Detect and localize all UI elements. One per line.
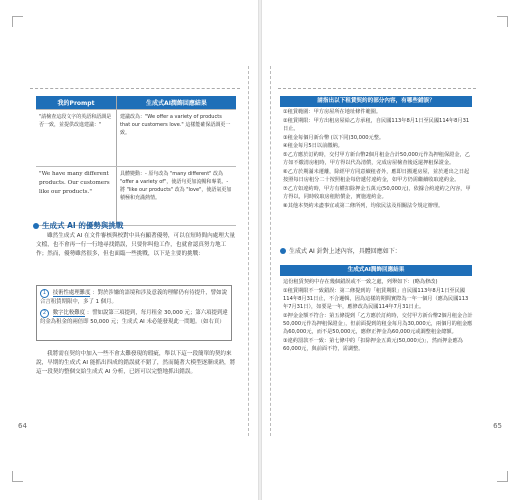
crop-mark xyxy=(497,16,508,27)
result-item: 這份租賃契約中存在幾個錯誤或不一致之處，列舉如下：(略為修改) xyxy=(283,279,438,285)
table-header-prompt: 我的Prompt xyxy=(36,96,117,110)
challenge-text: ：譬如說第三項提到，每月租金 30,000 元；第六項提到違約金為租金的兩倍即 50,000 元；生成式 AI 未必能發現此一問題。（如右頁） xyxy=(40,310,228,325)
section-heading xyxy=(280,246,401,255)
page-number: 64 xyxy=(18,422,27,430)
table-cell-prompt: "We have many different products. Our customers like our products." xyxy=(36,167,117,226)
section-heading-text: 生成式 AI 的優勢與挑戰 xyxy=(42,221,124,230)
number-badge: 2 xyxy=(40,309,49,318)
challenge-title: 數字比較難度 xyxy=(52,310,86,316)
table-cell-response: 建議改為："We offer a variety of products that our customers love." 這樣能確保語調更一致。 xyxy=(117,110,237,167)
paragraph: 我將需在契約中加入一些不會太難發現的瑕疵，舉以下這一段簡單的契約來說，早期的生成式 AI 能抓出四成的錯誤就不錯了，然而隨著大模型逐漸成熟，將這一段契約整個交給生成式 AI 分析，已經可以完整地抓出錯誤。 xyxy=(36,351,236,375)
prompt-table xyxy=(36,96,236,226)
challenge-title: 技術性處理難度 xyxy=(52,290,91,296)
top-rule xyxy=(278,88,476,89)
crop-mark xyxy=(12,471,23,482)
section-heading xyxy=(33,220,123,231)
ai-results xyxy=(283,278,473,354)
table-cell-response: 具體變動：- 原句改為 "many different" 改為 "offer a variety of"，使語句更加流暢和專業。- 將 "like our products" 改為 "love"，使語氣更加積極和充滿熱情。 xyxy=(117,167,237,226)
challenge-item xyxy=(40,289,228,307)
paragraph: 雖然生成式 AI 在文件審核與校對中具有顯著優勢，可以在短時間內處理大量文檔，也不會再一行一行地尋找錯誤，只要你叫他工作，也就會認真努力地工作；然而，優勢雖然很多，但也面臨一些挑戰，以下是主要的挑戰： xyxy=(36,233,236,257)
bullet-icon xyxy=(33,223,39,229)
challenge-text: ：對於涉嫌的語境和涉及意義的理解仍有待提升，譬如說合言租賃期限中，多了 1 個月。 xyxy=(40,290,227,305)
contract-clauses xyxy=(283,108,473,210)
clause: ③租金每個月新台幣 (以下同)30,000元整。 xyxy=(283,134,385,141)
number-badge: 1 xyxy=(40,289,49,298)
top-rule xyxy=(30,88,240,89)
clause: ⑤乙方應於訂約時，交付甲方新台幣2個月租金合計50,000元作為押租保證金，乙方如不繳清房租時，甲方得以代為清償，完成房屋檢查後返還押租保證金。 xyxy=(283,152,470,167)
section-heading-text: 生成式 AI 針對上述內容，具體回應如下： xyxy=(289,248,401,255)
result-item: ③違約罰款不一致：第七條中的「扣除押金五萬元(50,000元)」，然而押金應為60,000元，與前面不符，需調整。 xyxy=(283,337,463,353)
result-item: ①租賃期限不一致錯誤：第二條提到的「租賃期限」自民國113年8月1日至民國114年8月31日止，不合邏輯，因為這樣的期間實際為一年一個月（應為民國113年7月31日），如要是一年，應修改為民國114年7月31日止。 xyxy=(283,287,469,311)
challenge-item xyxy=(40,309,228,327)
clause: ②租賃期限：甲方出租房屋給乙方承租，自民國113年8月1日至民國114年8月31日止。 xyxy=(283,117,470,132)
result-bar: 生成式AI潤飾回應結果 xyxy=(280,265,472,276)
table-header-response: 生成式AI潤飾回應結果 xyxy=(117,96,237,110)
clause: ①租賃範圍：甲方房屋所在地址條件範圍。 xyxy=(283,109,382,115)
left-page xyxy=(0,0,258,500)
margin-guide xyxy=(270,66,272,436)
result-item: ②押金金額不符合：第五條提到「乙方應於訂約時，交付甲方新台幣2個月租金合計50,000元作為押租保證金」，但前面提到的租金每月為30,000元，兩個月的租金應為60,000元，而不是50,000元，應修正押金為60,000元或調整租金總額。 xyxy=(283,312,473,336)
clause: ⑧其他本契約未盡事宜或第二條所列，均依民法及相關法令規定辦理。 xyxy=(283,202,444,209)
prompt-bar: 請指出以下租賃契約的部分內容，有哪些錯誤？ xyxy=(280,96,472,107)
table-row xyxy=(36,110,236,167)
crop-mark xyxy=(497,471,508,482)
clause: ④租金每月5日以前繳納。 xyxy=(283,143,343,150)
clause: ⑦乙方如違約時，甲方有權扣除押金五萬元(50,000元)，依據合約違約之內容，甲方得以，同時收取房租賠償金，實施違約金。 xyxy=(283,185,471,201)
bullet-icon xyxy=(280,248,286,254)
clause: ⑥乙方於期滿未遷離，除經甲方同意續租者外，應即日搬遷房屋，並於遷出之日起按照每日房租分二十按照租金每倍遞付違約金，如甲方仍需繼續收取違約金。 xyxy=(283,168,470,184)
crop-mark xyxy=(12,16,23,27)
challenge-box xyxy=(36,285,232,341)
page-number: 65 xyxy=(493,422,502,430)
table-row xyxy=(36,167,236,226)
table-cell-prompt: "請檢查這段文字的英語和語調是否一致，並提供改進建議：" xyxy=(36,110,117,167)
margin-guide xyxy=(248,66,250,436)
